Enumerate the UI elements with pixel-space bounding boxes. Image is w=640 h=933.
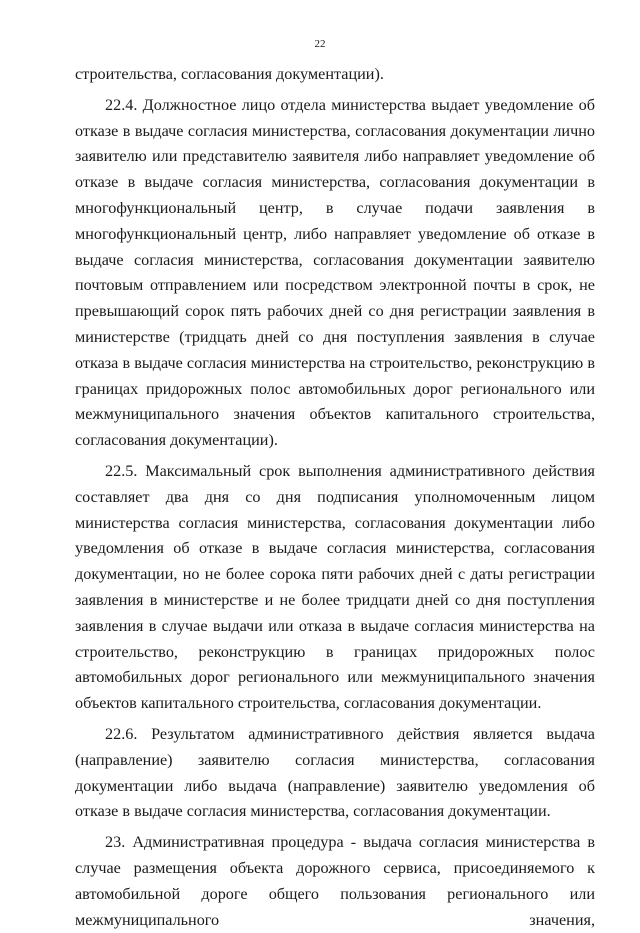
page-number: 22 (314, 38, 326, 50)
paragraph-23: 23. Административная процедура - выдача согласия министерства в случае размещения объекта дорожного сервиса, присоединяемого к автомобильной дороге общего пользования регионального или межмуниципального значения, (75, 833, 595, 929)
paragraph-continuation: строительства, согласования документации). (75, 65, 384, 83)
paragraph-22-5: 22.5. Максимальный срок выполнения административного действия составляет два дня со дня подписания уполномоченным лицом министерства согласия министерства, согласования документации либо уведомления об отказе в выдаче согласия министерства, согласования документации, но не более сорока пяти рабочих дней с даты регистрации заявления в министерстве и не более тридцати дней со дня поступления заявления в случае выдачи или отказа в выдаче согласия министерства на строительство, реконструкцию в границах придорожных полос автомобильных дорог регионального или межмуниципального значения объектов капитального строительства, согласования документации. (75, 461, 595, 713)
paragraph-22-6: 22.6. Результатом административного действия является выдача (направление) заявителю согласия министерства, согласования документации либо выдача (направление) заявителю уведомления об отказе в выдаче согласия министерства, согласования документации. (75, 724, 595, 821)
document-body (75, 62, 595, 933)
paragraph-22-4: 22.4. Должностное лицо отдела министерства выдает уведомление об отказе в выдаче согласия министерства, согласования документации лично заявителю или представителю заявителя либо направляет уведомление об отказе в выдаче согласия министерства, согласования документации в многофункциональный центр, в случае подачи заявления в многофункциональный центр, либо направляет уведомление об отказе в выдаче согласия министерства, согласования документации заявителю почтовым отправлением или посредством электронной почты в срок, не превышающий сорок пять рабочих дней со дня регистрации заявления в министерстве (тридцать дней со дня поступления заявления в случае отказа в выдаче согласия министерства на строительство, реконструкцию в границах придорожных полос автомобильных дорог регионального или межмуниципального значения объектов капитального строительства, согласования документации). (75, 95, 595, 450)
